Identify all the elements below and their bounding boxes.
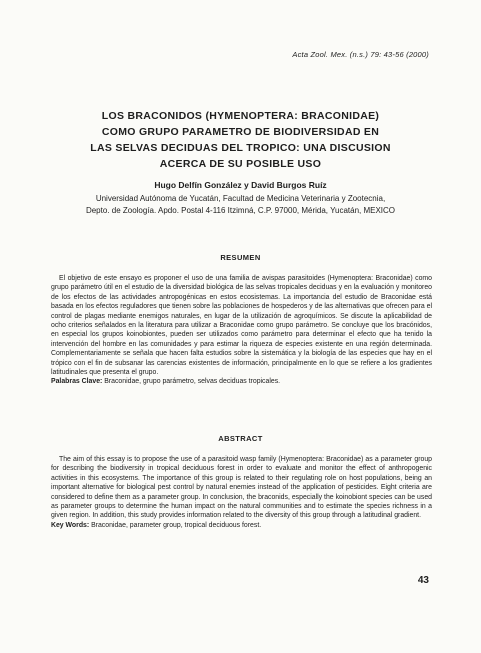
author-affiliation <box>0 193 481 217</box>
page-number: 43 <box>417 575 429 586</box>
title-line-2: COMO GRUPO PARAMETRO DE BIODIVERSIDAD EN <box>101 126 380 138</box>
abstract-paragraph: The aim of this essay is to propose the use of a parasitoid wasp family (Hymenoptera: Braconidae) as a parameter group for describing the biodiversity in tropical deciduous forest in order to evaluate and monitor the effect of anthropogenic activities in this ecosystems. The importance of this group is related to their regulating role on host populations, being an important alternative for biological pest control by natural enemies instead of the application of pesticides. Eight criteria are considered to define them as a parameter group. In conclusion, the braconids, especially the koinobiont species can be used as parameter groups to determine the human impact on the natural communities and to estimate the species richness in a given region. In addition, this study provides information related to the diversity of this group through a latitudinal gradient. <box>51 456 432 520</box>
abstract-keywords <box>51 521 432 530</box>
article-title <box>0 108 481 172</box>
affiliation-line-1: Universidad Autónoma de Yucatán, Facultad de Medicina Veterinaria y Zootecnia, <box>95 194 386 203</box>
resumen-keywords <box>51 377 432 386</box>
abstract-keywords-text: Braconidae, parameter group, tropical deciduous forest. <box>89 521 262 529</box>
author-names: Hugo Delfín González y David Burgos Ruíz <box>154 180 327 190</box>
affiliation-line-2: Depto. de Zoología. Apdo. Postal 4-116 Itzimná, C.P. 97000, Mérida, Yucatán, MEXICO <box>85 206 396 215</box>
abstract-section <box>51 455 432 530</box>
resumen-paragraph: El objetivo de este ensayo es proponer el uso de una familia de avispas parasitoides (Hymenoptera: Braconidae) como grupo parámetro útil en el estudio de la diversidad biológica de las selvas tropicales deciduas y en la evaluación y monitoreo de los efectos de las actividades antropogénicas en estos ecosistemas. La importancia del estudio de Braconidae está basada en los efectos reguladores que tienen sobre las poblaciones de hospederos y de las alternativas que ofrecen para el control de plagas mediante enemigos naturales, en lugar de la utilización de agroquímicos. Se discute la aplicabilidad de ocho criterios señalados en la literatura para utilizar a Braconidae como grupo parámetro. Se concluye que los bracónidos, en especial los grupos koinobiontes, pueden ser utilizados como parámetro para determinar el efecto que ha tenido la intervención del hombre en las comunidades y para estimar la riqueza de especies existente en una región determinada. Complementariamente se señala que hacen falta estudios sobre la sistemática y la biología de las especies que hay en el trópico con el fin de subsanar las carencias existentes de información, principalmente en lo que se refiere a los gradientes latitudinales que presenta el grupo. <box>51 275 432 377</box>
title-line-1: LOS BRACONIDOS (HYMENOPTERA: BRACONIDAE) <box>101 110 380 122</box>
abstract-keywords-label: Key Words: <box>51 521 90 529</box>
journal-citation: Acta Zool. Mex. (n.s.) 79: 43-56 (2000) <box>292 50 429 59</box>
title-line-4: ACERCA DE SU POSIBLE USO <box>159 158 322 170</box>
title-line-3: LAS SELVAS DECIDUAS DEL TROPICO: UNA DISCUSION <box>90 142 391 154</box>
abstract-heading: ABSTRACT <box>218 434 263 443</box>
resumen-section <box>51 274 432 387</box>
resumen-heading: RESUMEN <box>220 253 261 262</box>
resumen-keywords-label: Palabras Clave: <box>51 378 103 386</box>
resumen-keywords-text: Braconidae, grupo parámetro, selvas deciduas tropicales. <box>102 378 281 386</box>
